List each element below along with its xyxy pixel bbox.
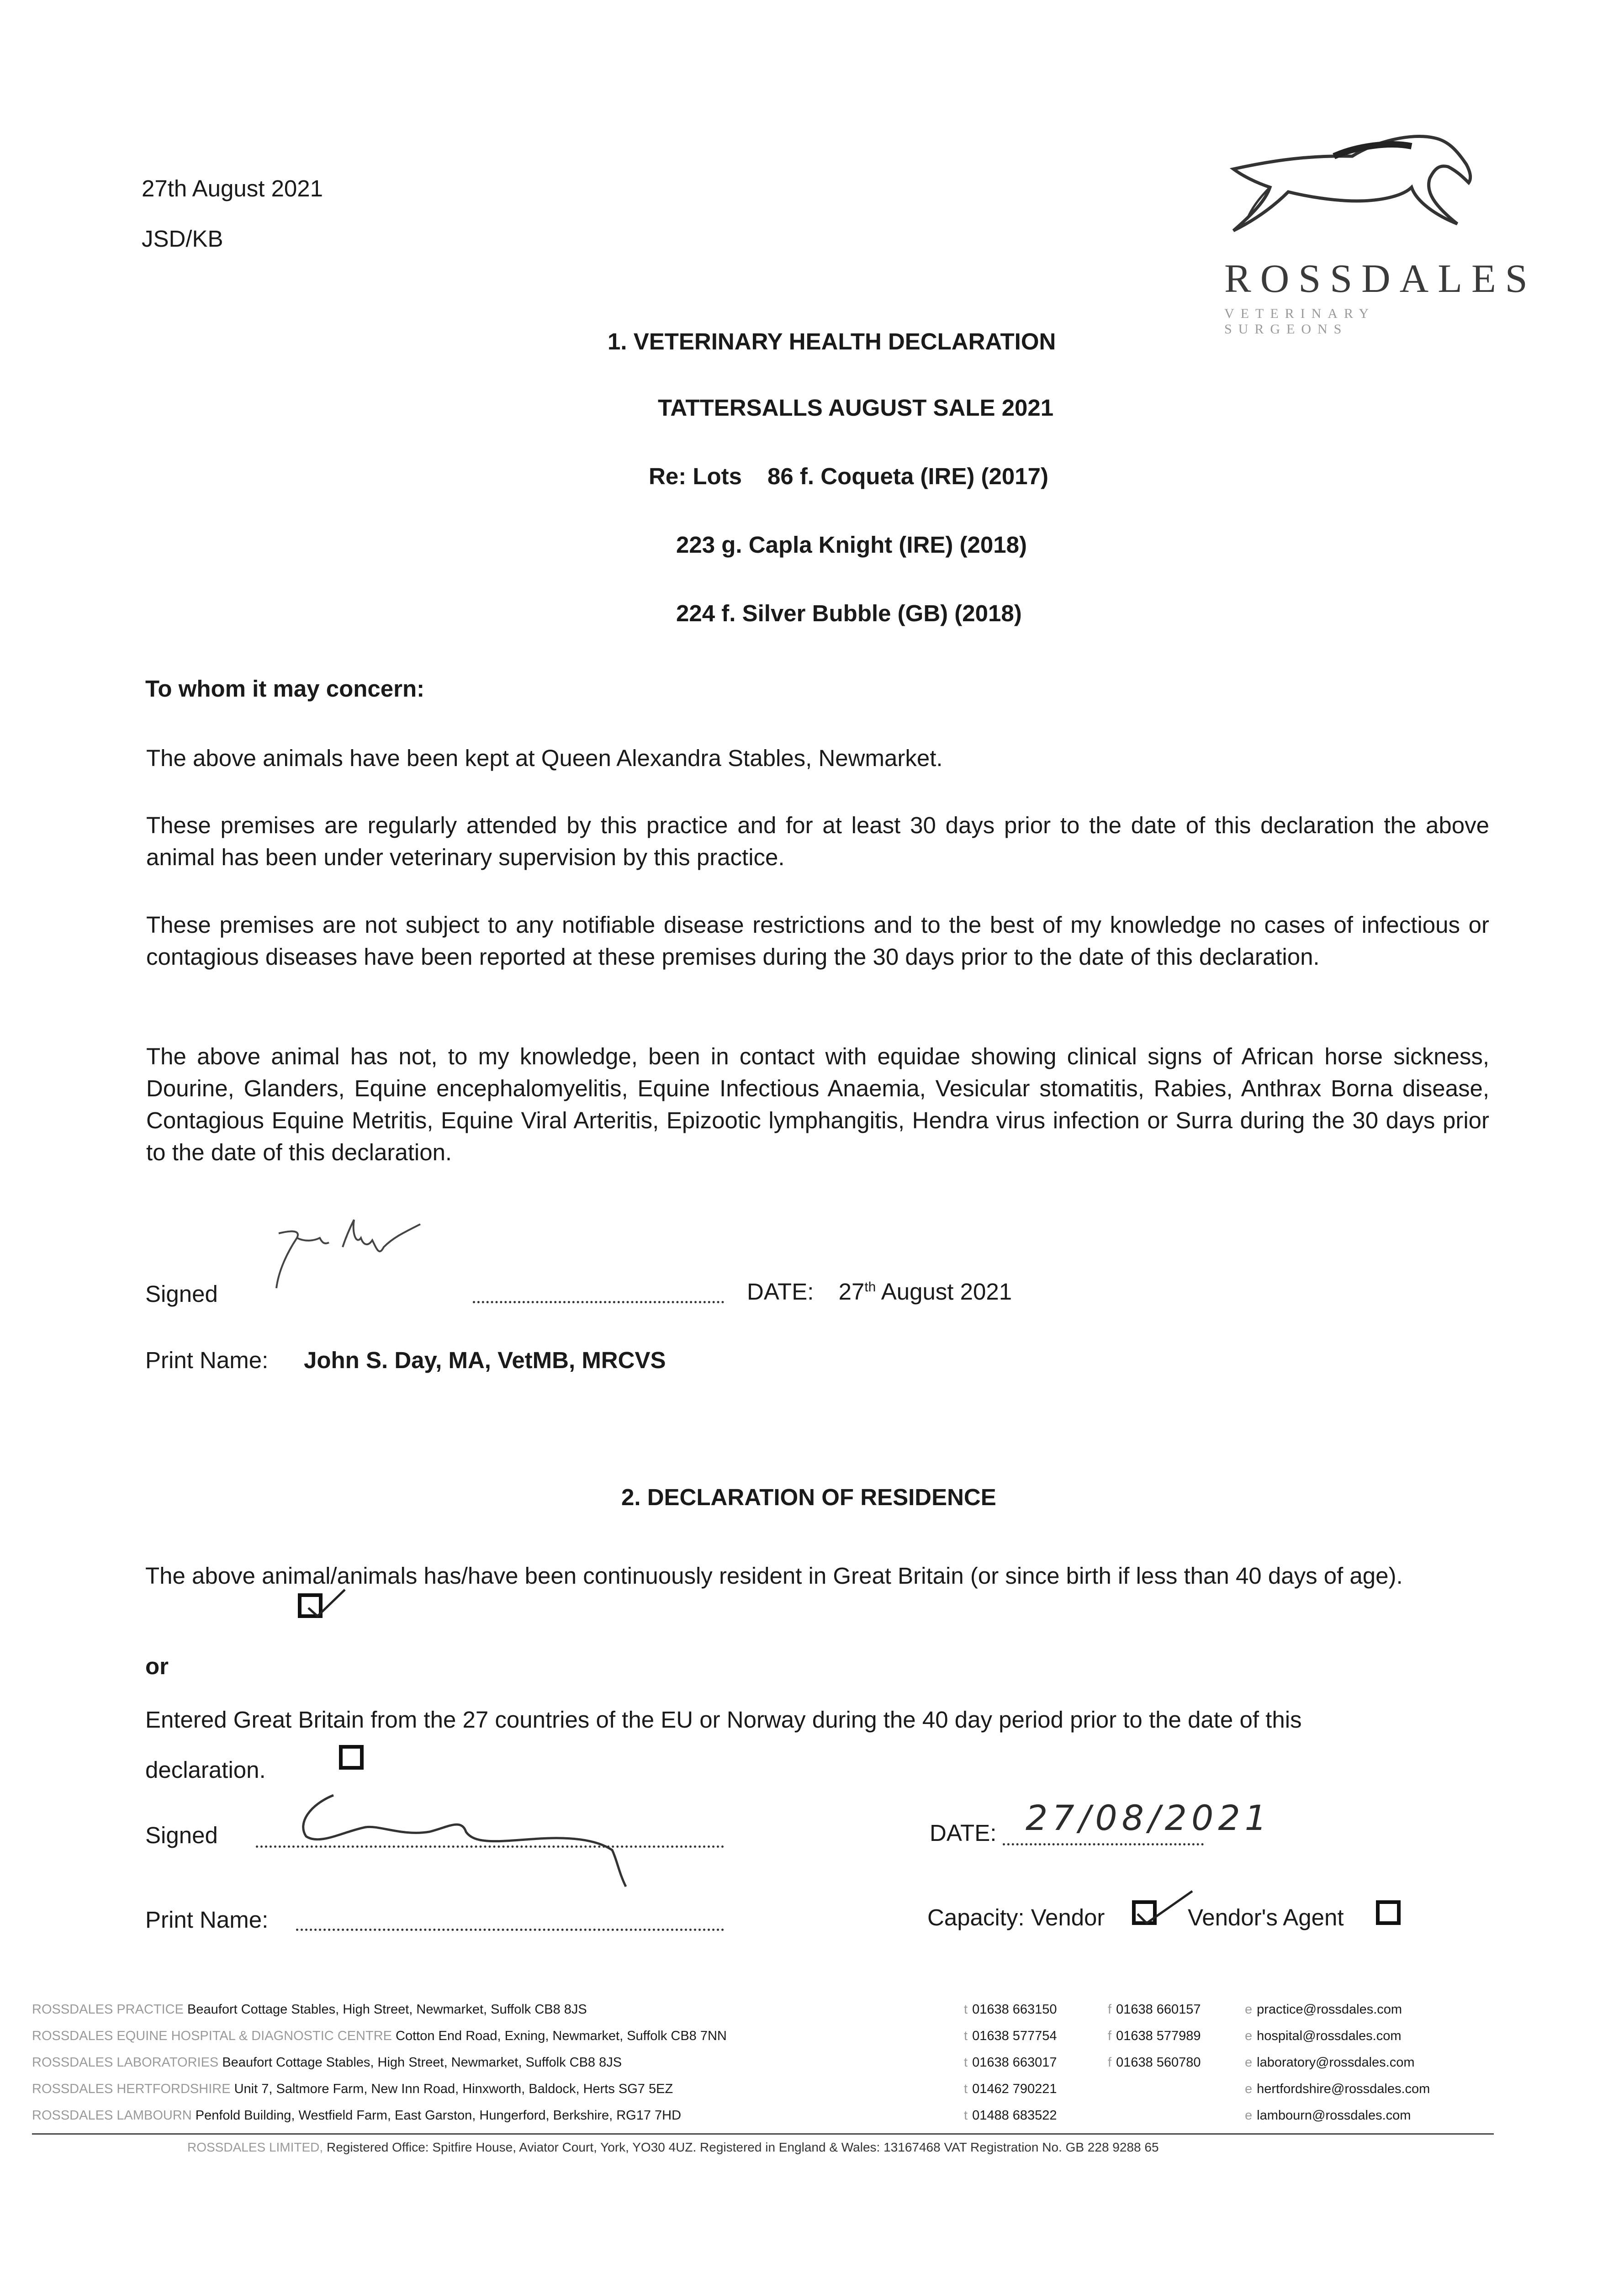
- rossdales-logo: [1206, 119, 1537, 338]
- footer-address: Beaufort Cottage Stables, High Street, Newmarket, Suffolk CB8 8JS: [222, 2055, 622, 2070]
- print-name-line-2: [296, 1929, 724, 1931]
- salutation: To whom it may concern:: [145, 676, 425, 702]
- logo-name: ROSSDALES: [1224, 257, 1537, 301]
- signature-2: [265, 1782, 676, 1900]
- footer-row: [32, 1996, 727, 2023]
- lot-2: 223 g. Capla Knight (IRE) (2018): [676, 532, 1027, 558]
- footer-address: Unit 7, Saltmore Farm, New Inn Road, Hinxworth, Baldock, Herts SG7 5EZ: [234, 2082, 673, 2096]
- signature-1: [270, 1206, 461, 1297]
- footer-row: [32, 2076, 727, 2102]
- footer-email[interactable]: practice@rossdales.com: [1257, 2002, 1402, 2017]
- footer-email[interactable]: lambourn@rossdales.com: [1257, 2108, 1411, 2123]
- footer-tel: 01638 663150: [972, 2002, 1057, 2017]
- footer-row: [32, 2049, 727, 2076]
- tel-label: t: [964, 2108, 968, 2123]
- footer-fax: 01638 660157: [1116, 2002, 1201, 2017]
- footer-addresses: [32, 1996, 727, 2129]
- footer-fax: 01638 577989: [1116, 2029, 1201, 2043]
- letter-date: 27th August 2021: [142, 175, 323, 201]
- email-label: e: [1245, 2002, 1253, 2017]
- tel-label: t: [964, 2029, 968, 2043]
- logo-tagline: VETERINARY SURGEONS: [1224, 306, 1375, 337]
- date-day-1: 27: [838, 1279, 865, 1305]
- footer-tel: 01488 683522: [972, 2108, 1057, 2123]
- signed-label-1: Signed: [145, 1281, 218, 1307]
- footer-tel: 01638 577754: [972, 2029, 1057, 2043]
- lot-1: 86 f. Coqueta (IRE) (2017): [767, 463, 1048, 489]
- footer-unit: ROSSDALES LABORATORIES: [32, 2055, 219, 2070]
- footer-faxes: [1108, 1996, 1201, 2076]
- print-name-1: John S. Day, MA, VetMB, MRCVS: [304, 1347, 666, 1373]
- registered-text: Registered Office: Spitfire House, Aviator Court, York, YO30 4UZ. Registered in England & Wales: 13167468 VAT Registration No. GB 228 9288 65: [326, 2140, 1159, 2154]
- footer-tel: 01638 663017: [972, 2055, 1057, 2070]
- print-name-label-2: Print Name:: [145, 1907, 269, 1933]
- horse-logo-icon: [1220, 128, 1476, 247]
- footer-divider: [32, 2133, 1494, 2135]
- or-label: or: [145, 1653, 169, 1679]
- capacity-vendor-label: Capacity: Vendor: [927, 1904, 1105, 1930]
- date-suffix-1: th: [864, 1279, 876, 1295]
- registered-prefix: ROSSDALES LIMITED,: [187, 2140, 323, 2154]
- tel-label: t: [964, 2055, 968, 2070]
- sale-title: TATTERSALLS AUGUST SALE 2021: [658, 395, 1054, 421]
- residence-option-2: [145, 1695, 1424, 1795]
- date-handwritten-2: 27/08/2021: [1026, 1798, 1272, 1838]
- section2-heading: 2. DECLARATION OF RESIDENCE: [621, 1484, 996, 1510]
- fax-label: f: [1108, 2002, 1112, 2017]
- vendors-agent-checkbox[interactable]: [1376, 1900, 1401, 1925]
- footer-unit: ROSSDALES EQUINE HOSPITAL & DIAGNOSTIC CENTRE: [32, 2029, 392, 2043]
- footer-fax: 01638 560780: [1116, 2055, 1201, 2070]
- paragraph-premises: The above animals have been kept at Queen Alexandra Stables, Newmarket.: [146, 745, 943, 771]
- fax-label: f: [1108, 2055, 1112, 2070]
- date-label-1: DATE:: [747, 1279, 814, 1305]
- tel-label: t: [964, 2002, 968, 2017]
- email-label: e: [1245, 2029, 1253, 2043]
- footer-email[interactable]: hospital@rossdales.com: [1257, 2029, 1402, 2043]
- paragraph-supervision: These premises are regularly attended by this practice and for at least 30 days prior to the date of this declaration the above animal has been under veterinary supervision by this practice.: [146, 812, 1489, 870]
- footer-telephones: [964, 1996, 1057, 2129]
- date-line-2: [1003, 1843, 1204, 1845]
- footer-row: [32, 2102, 727, 2129]
- fax-label: f: [1108, 2029, 1112, 2043]
- date-1: [747, 1277, 1012, 1307]
- section1-heading: 1. VETERINARY HEALTH DECLARATION: [608, 328, 1056, 354]
- footer-emails: [1245, 1996, 1430, 2129]
- date-rest-1: August 2021: [876, 1279, 1012, 1305]
- registered-office: [187, 2140, 1159, 2155]
- letter-reference: JSD/KB: [142, 226, 223, 252]
- vendor-checkmark-icon: [1128, 1887, 1197, 1932]
- footer-row: [32, 2023, 727, 2049]
- footer-email[interactable]: laboratory@rossdales.com: [1257, 2055, 1415, 2070]
- footer-unit: ROSSDALES HERTFORDSHIRE: [32, 2082, 231, 2096]
- paragraph-contact: The above animal has not, to my knowledge, been in contact with equidae showing clinical signs of African horse sickness, Dourine, Glanders, Equine encephalomyelitis, Equine Infectious Anaemia, Vesicular stomatitis, Rabies, Anthrax Borna disease, Contagious Equine Metritis, Equine Viral Arteritis, Epizootic lymphangitis, Hendra virus infection or Surra during the 30 days prior to the date of this declaration.: [146, 1043, 1489, 1165]
- lot-3: 224 f. Silver Bubble (GB) (2018): [676, 600, 1022, 626]
- date-label-2: DATE:: [930, 1820, 997, 1846]
- checkmark-icon: [302, 1585, 347, 1622]
- re-lots-label: Re: Lots: [649, 463, 742, 489]
- paragraph-restrictions: These premises are not subject to any notifiable disease restrictions and to the best of my knowledge no cases of infectious or contagious diseases have been reported at these premises during the 30 days prior to the date of this declaration.: [146, 912, 1489, 970]
- residence-option-1-text: The above animal/animals has/have been continuously resident in Great Britain (or since birth if less than 40 days of age).: [145, 1563, 1403, 1589]
- footer-address: Cotton End Road, Exning, Newmarket, Suffolk CB8 7NN: [396, 2029, 727, 2043]
- footer-address: Penfold Building, Westfield Farm, East Garston, Hungerford, Berkshire, RG17 7HD: [195, 2108, 682, 2123]
- footer-address: Beaufort Cottage Stables, High Street, Newmarket, Suffolk CB8 8JS: [187, 2002, 587, 2017]
- footer-tel: 01462 790221: [972, 2082, 1057, 2096]
- residence-option-2-text: Entered Great Britain from the 27 countries of the EU or Norway during the 40 day period prior to the date of this declaration.: [145, 1707, 1302, 1783]
- tel-label: t: [964, 2082, 968, 2096]
- email-label: e: [1245, 2055, 1253, 2070]
- email-label: e: [1245, 2108, 1253, 2123]
- email-label: e: [1245, 2082, 1253, 2096]
- footer-unit: ROSSDALES LAMBOURN: [32, 2108, 192, 2123]
- signed-label-2: Signed: [145, 1822, 218, 1848]
- footer-email[interactable]: hertfordshire@rossdales.com: [1257, 2082, 1430, 2096]
- print-name-label-1: Print Name:: [145, 1347, 269, 1373]
- signature-line-1: [473, 1301, 724, 1303]
- vendors-agent-label: Vendor's Agent: [1188, 1904, 1344, 1930]
- eu-entry-checkbox[interactable]: [339, 1745, 364, 1770]
- footer-unit: ROSSDALES PRACTICE: [32, 2002, 184, 2017]
